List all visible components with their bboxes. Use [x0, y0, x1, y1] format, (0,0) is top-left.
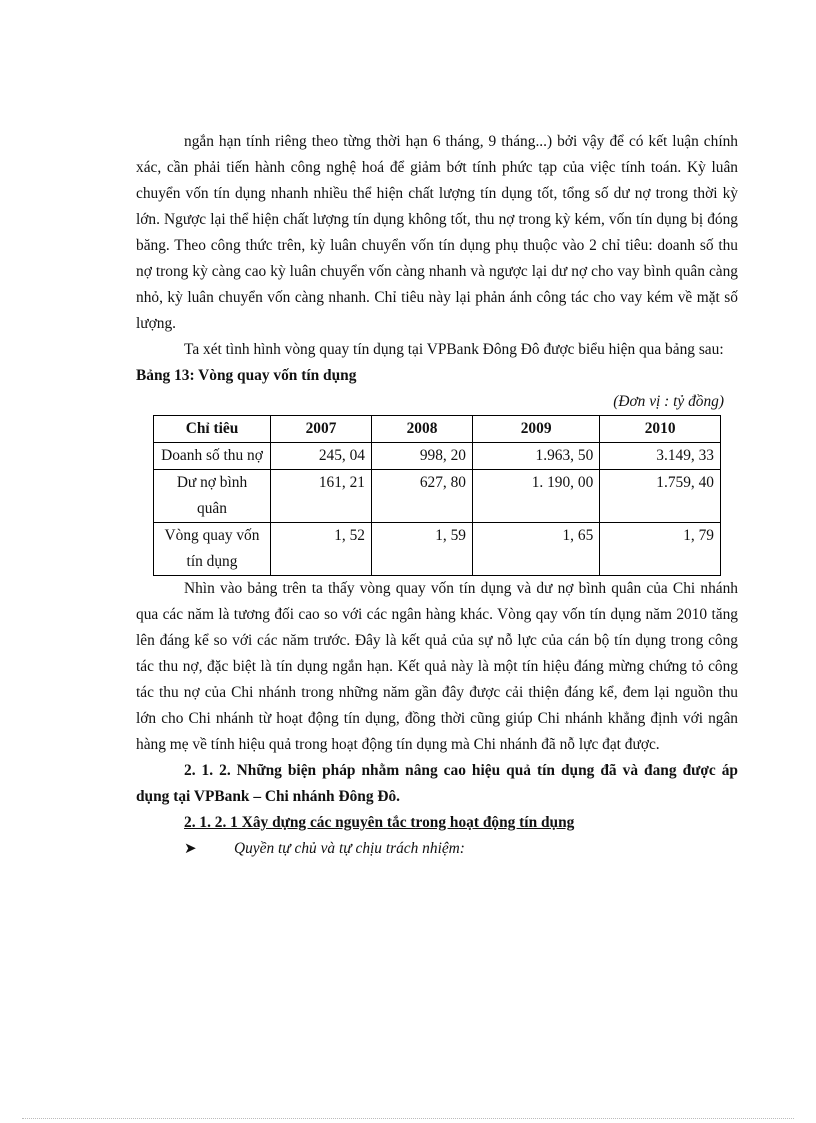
row-label-turnover: Vòng quay vốn tín dụng — [154, 523, 271, 576]
table-cell: 1. 190, 00 — [473, 470, 600, 523]
table-cell: 3.149, 33 — [600, 443, 721, 470]
table-cell: 245, 04 — [271, 443, 372, 470]
paragraph-intro: ngắn hạn tính riêng theo từng thời hạn 6 tháng, 9 tháng...) bởi vậy để có kết luận chính xác, cần phải tiến hành công nghệ hoá để giảm bớt tính phức tạp của việc tính toán. Kỳ luân chuyển vốn tín dụng nhanh nhiều thể hiện chất lượng tín dụng tốt, tổng số dư nợ trong thời kỳ lớn. Ngược lại thể hiện chất lượng tín dụng không tốt, thu nợ trong kỳ kém, vốn tín dụng bị đóng băng. Theo công thức trên, kỳ luân chuyển vốn tín dụng phụ thuộc vào 2 chỉ tiêu: doanh số thu nợ trong kỳ càng cao kỳ luân chuyển vốn càng nhanh và ngược lại dư nợ cho vay bình quân càng nhỏ, kỳ luân chuyển vốn càng nhanh. Chỉ tiêu này lại phản ánh công tác cho vay kém về mặt số lượng. — [136, 133, 738, 332]
section-heading-2-1-2-1: 2. 1. 2. 1 Xây dựng các nguyên tắc trong hoạt động tín dụng — [184, 814, 575, 831]
header-2007: 2007 — [271, 416, 372, 443]
header-2009: 2009 — [473, 416, 600, 443]
table-cell: 627, 80 — [372, 470, 473, 523]
section-heading-2-1-2: 2. 1. 2. Những biện pháp nhằm nâng cao hiệu quả tín dụng đã và đang được áp dụng tại VPBank – Chi nhánh Đông Đô. — [136, 762, 738, 805]
table-cell: 1, 65 — [473, 523, 600, 576]
arrowhead-bullet-icon: ➤ — [184, 841, 197, 857]
paragraph-table-intro: Ta xét tình hình vòng quay tín dụng tại VPBank Đông Đô được biểu hiện qua bảng sau: — [184, 341, 724, 358]
table-cell: 1.759, 40 — [600, 470, 721, 523]
header-indicator: Chỉ tiêu — [154, 416, 271, 443]
table-row — [154, 443, 721, 470]
row-label-average-debt: Dư nợ bình quân — [154, 470, 271, 523]
table-row — [154, 470, 721, 523]
table-cell: 1, 52 — [271, 523, 372, 576]
table-cell: 1, 59 — [372, 523, 473, 576]
header-2010: 2010 — [600, 416, 721, 443]
table-header-row — [154, 416, 721, 443]
credit-turnover-table — [153, 415, 721, 576]
page-bottom-divider — [22, 1118, 794, 1119]
table-cell: 998, 20 — [372, 443, 473, 470]
paragraph-analysis: Nhìn vào bảng trên ta thấy vòng quay vốn tín dụng và dư nợ bình quân của Chi nhánh qua các năm là tương đối cao so với các ngân hàng khác. Vòng qay vốn tín dụng năm 2010 tăng lên đáng kể so với các năm trước. Đây là kết quả của sự nỗ lực của cán bộ tín dụng trong công tác thu nợ, đặc biệt là tín dụng ngắn hạn. Kết quả này là một tín hiệu đáng mừng chứng tỏ công tác thu nợ của Chi nhánh trong những năm gần đây được cải thiện đáng kể, đem lại nguồn thu lớn cho Chi nhánh từ hoạt động tín dụng, đồng thời cũng giúp Chi nhánh khẳng định với ngân hàng mẹ về tính hiệu quả trong hoạt động tín dụng mà Chi nhánh đã nỗ lực đạt được. — [136, 580, 738, 753]
table-cell: 1, 79 — [600, 523, 721, 576]
document-page — [136, 129, 738, 862]
table-row — [154, 523, 721, 576]
header-2008: 2008 — [372, 416, 473, 443]
table-cell: 1.963, 50 — [473, 443, 600, 470]
table-caption: Bảng 13: Vòng quay vốn tín dụng — [136, 367, 357, 384]
bullet-item — [136, 836, 738, 862]
table-cell: 161, 21 — [271, 470, 372, 523]
table-unit: (Đơn vị : tỷ đồng) — [613, 393, 724, 410]
bullet-text: Quyền tự chủ và tự chịu trách nhiệm: — [234, 840, 465, 857]
row-label-collection: Doanh số thu nợ — [154, 443, 271, 470]
